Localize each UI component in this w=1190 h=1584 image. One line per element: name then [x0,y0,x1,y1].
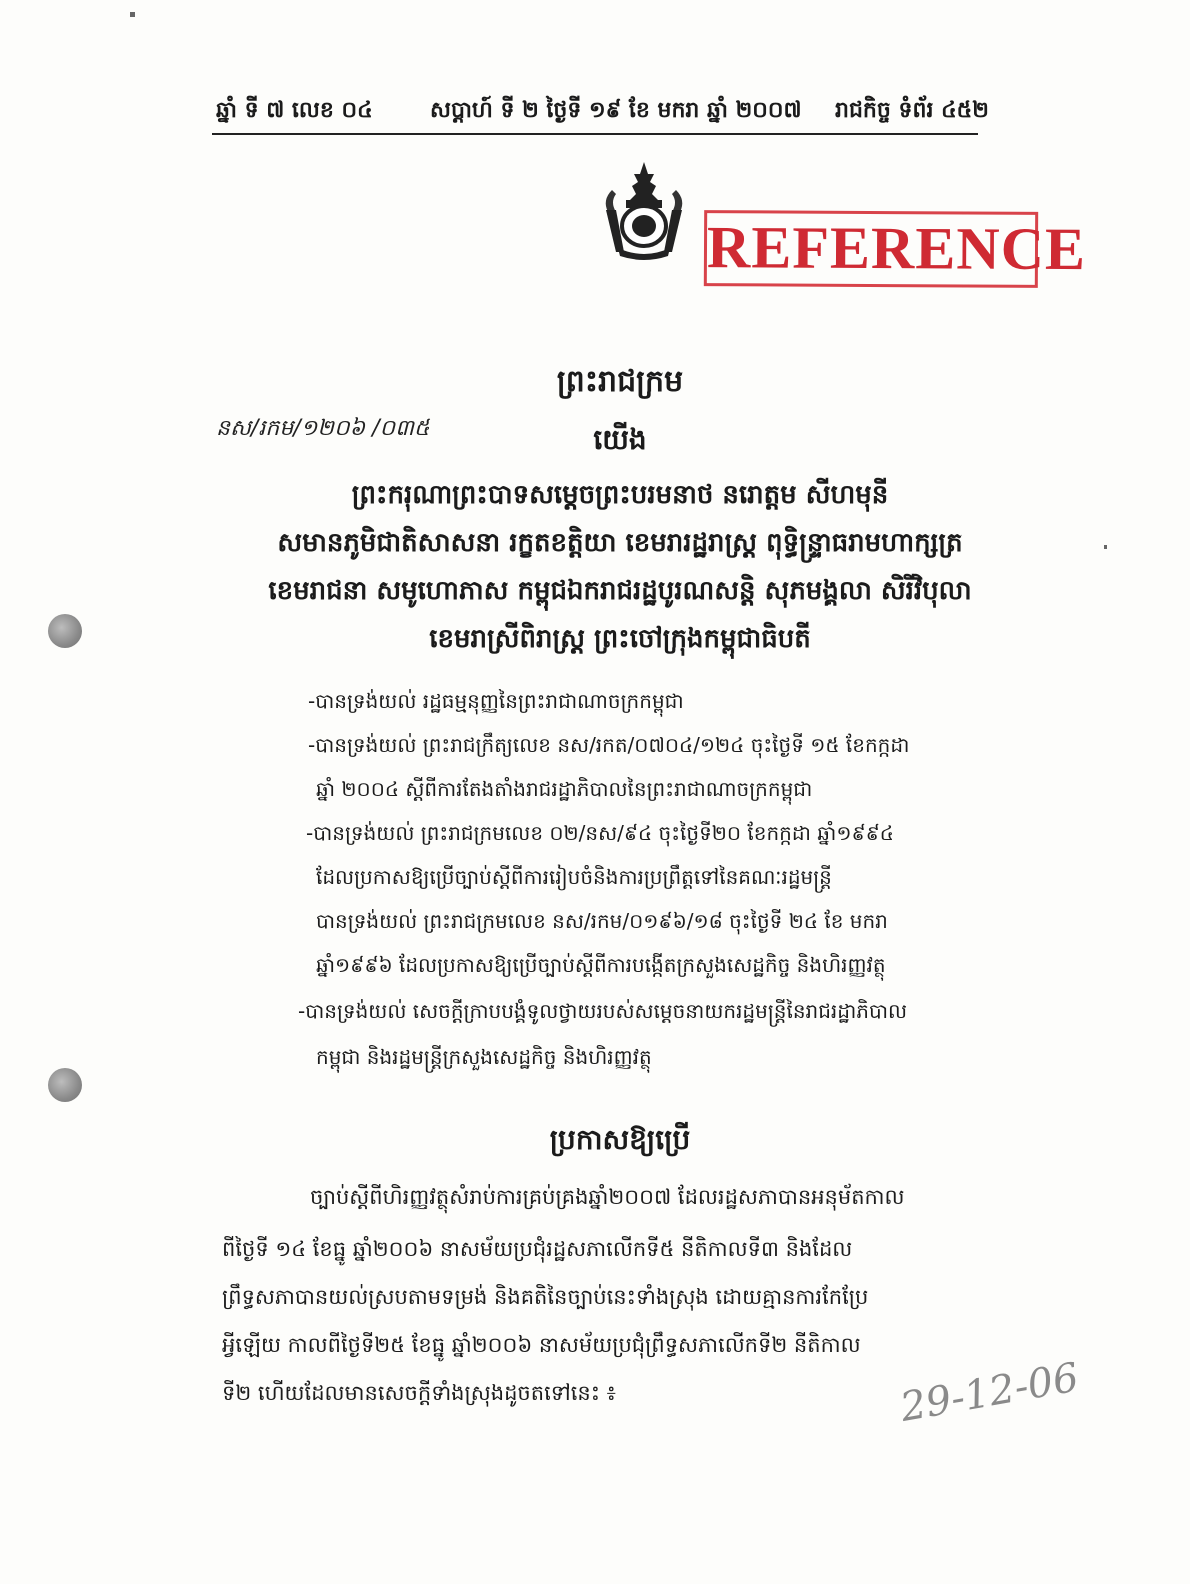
consideration-line: កម្ពុជា និងរដ្ឋមន្ត្រីក្រសួងសេដ្ឋកិច្ច និងហិរញ្ញវត្ថុ [316,1045,652,1069]
consideration-line: -បានទ្រង់យល់ រដ្ឋធម្មនុញ្ញនៃព្រះរាជាណាចក្រកម្ពុជា [308,689,684,713]
consideration-line: -បានទ្រង់យល់ ព្រះរាជក្រឹត្យលេខ នស/រកត/០៧០៤/១២៤ ចុះថ្ងៃទី ១៥ ខែកក្កដា [308,733,910,757]
reference-number: នស/រកម/១២០៦ /០៣៥ [216,416,430,441]
body-line: ច្បាប់ស្តីពីហិរញ្ញវត្ថុសំរាប់ការគ្រប់គ្រងឆ្នាំ២០០៧ ដែលរដ្ឋសភាបានអនុម័តកាល [310,1185,905,1209]
header-rule [212,133,978,135]
consideration-line: បានទ្រង់យល់ ព្រះរាជក្រមលេខ នស/រកម/០១៩៦/១៨ ចុះថ្ងៃទី ២៤ ខែ មករា [316,909,888,933]
promulgate-heading: ប្រកាសឱ្យប្រើ [549,1123,691,1156]
scan-speck [130,12,135,17]
page-title: ព្រះរាជក្រម [556,364,684,399]
header-issue: ឆ្នាំ ទី ៧ លេខ ០៤ [216,98,373,123]
consideration-line: ដែលប្រកាសឱ្យប្រើច្បាប់ស្តីពីការរៀបចំនិងការប្រព្រឹត្តទៅនៃគណៈរដ្ឋមន្ត្រី [316,865,832,889]
we-heading: យើង [593,423,647,456]
king-title-line: សមានភូមិជាតិសាសនា រក្ខតខត្តិយា ខេមរារដ្ឋរាស្ត្រ ពុទ្ធិន្ទ្រាធរាមហាក្សត្រ [277,528,963,558]
consideration-line: -បានទ្រង់យល់ សេចក្តីក្រាបបង្គំទូលថ្វាយរបស់សម្តេចនាយករដ្ឋមន្ត្រីនៃរាជរដ្ឋាភិបាល [298,999,908,1023]
body-line: ព្រឹទ្ធសភាបានយល់ស្របតាមទម្រង់ និងគតិនៃច្បាប់នេះទាំងស្រុង ដោយគ្មានការកែប្រែ [222,1285,869,1309]
consideration-line: ឆ្នាំ១៩៩៦ ដែលប្រកាសឱ្យប្រើច្បាប់ស្តីពីការបង្កើតក្រសួងសេដ្ឋកិច្ច និងហិរញ្ញវត្ថុ [316,953,886,977]
header-date: សប្តាហ៍ ទី ២ ថ្ងៃទី ១៩ ខែ មករា ឆ្នាំ ២០០៧ [430,98,802,123]
body-line: ទី២ ហើយដែលមានសេចក្តីទាំងស្រុងដូចតទៅនេះ ៖ [222,1381,616,1405]
scan-speck [1104,545,1107,549]
punch-hole-icon [48,614,82,648]
consideration-line: ឆ្នាំ ២០០៤ ស្តីពីការតែងតាំងរាជរដ្ឋាភិបាលនៃព្រះរាជាណាចក្រកម្ពុជា [316,777,813,801]
body-line: ពីថ្ងៃទី ១៤ ខែធ្នូ ឆ្នាំ២០០៦ នាសម័យប្រជុំរដ្ឋសភាលើកទី៥ នីតិកាលទី៣ និងដែល [222,1237,853,1261]
royal-crest-icon [598,160,690,260]
king-title-line: ព្រះករុណាព្រះបាទសម្តេចព្រះបរមនាថ នរោត្តម សីហមុនី [351,480,889,510]
king-title-line: ខេមរាជនា សមូហោភាស កម្ពុជឯករាជរដ្ឋបូរណសន្តិ សុភមង្គលា សិរីវិបុលា [268,576,972,606]
reference-stamp: REFERENCE [704,210,1038,288]
king-title-line: ខេមរាស្រីពិរាស្ត្រ ព្រះចៅក្រុងកម្ពុជាធិបតី [429,624,811,654]
consideration-line: -បានទ្រង់យល់ ព្រះរាជក្រមលេខ ០២/នស/៩៤ ចុះថ្ងៃទី២០ ខែកក្កដា ឆ្នាំ១៩៩៤ [306,821,894,845]
header-page: រាជកិច្ច ទំព័រ ៤៥២ [835,98,989,123]
punch-hole-icon [48,1068,82,1102]
body-line: អ្វីឡើយ កាលពីថ្ងៃទី២៥ ខែធ្នូ ឆ្នាំ២០០៦ នាសម័យប្រជុំព្រឹទ្ធសភាលើកទី២ នីតិកាល [222,1333,861,1357]
handwritten-date: 29-12-06 [897,1354,1083,1431]
